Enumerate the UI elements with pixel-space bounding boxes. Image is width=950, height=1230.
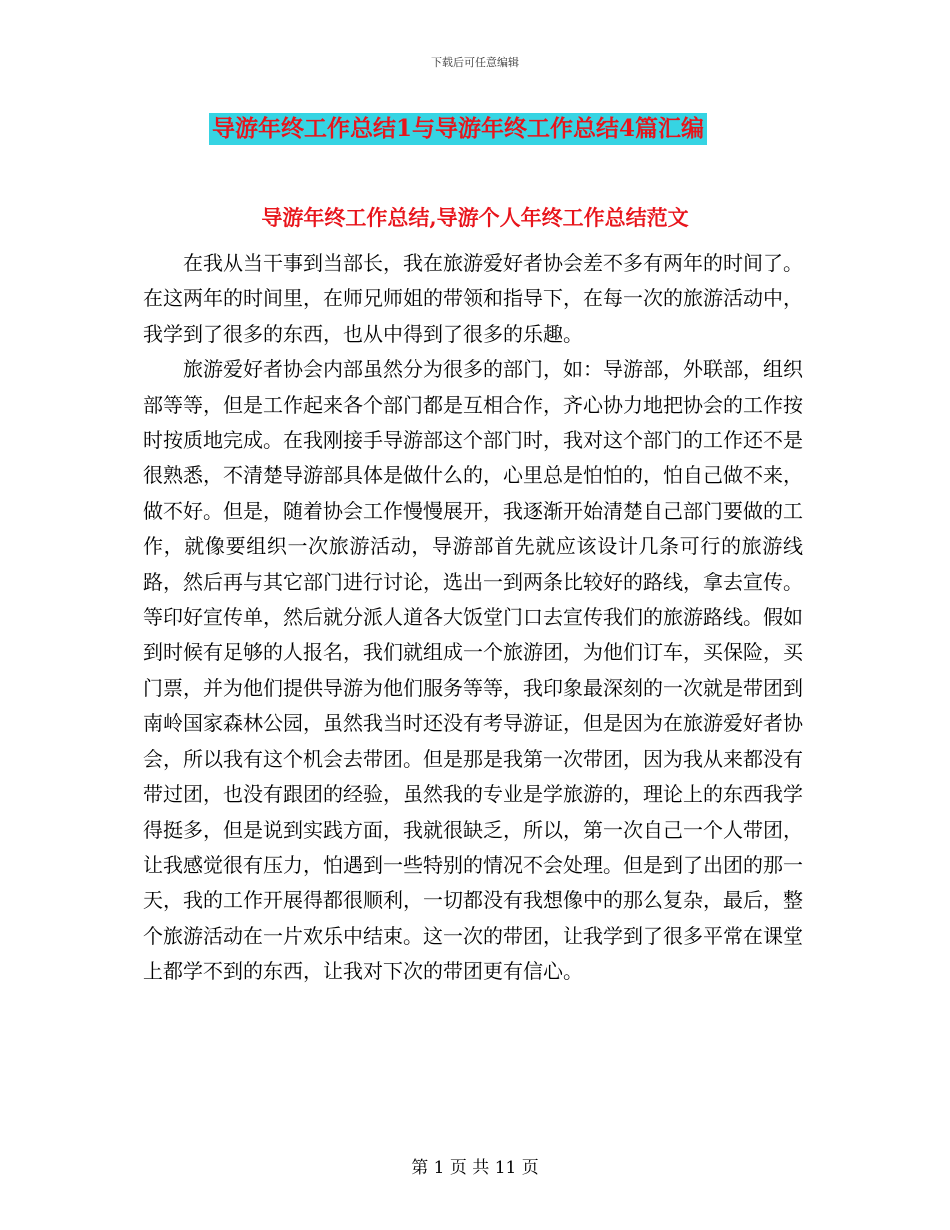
paragraph: 在我从当干事到当部长，我在旅游爱好者协会差不多有两年的时间了。在这两年的时间里，在师兄师姐的带领和指导下，在每一次的旅游活动中，我学到了很多的东西，也从中得到了很多的乐趣。 [143, 251, 803, 346]
document-body [143, 246, 803, 990]
document-subtitle: 导游年终工作总结,导游个人年终工作总结范文 [261, 205, 689, 230]
header-note: 下载后可任意编辑 [431, 56, 519, 69]
paragraph: 旅游爱好者协会内部虽然分为很多的部门，如：导游部，外联部，组织部等等，但是工作起来各个部门都是互相合作，齐心协力地把协会的工作按时按质地完成。在我刚接手导游部这个部门时，我对这个部门的工作还不是很熟悉，不清楚导游部具体是做什么的，心里总是怕怕的，怕自己做不来，做不好。但是，随着协会工作慢慢展开，我逐渐开始清楚自己部门要做的工作，就像要组织一次旅游活动，导游部首先就应该设计几条可行的旅游线路，然后再与其它部门进行讨论，选出一到两条比较好的路线，拿去宣传。等印好宣传单，然后就分派人道各大饭堂门口去宣传我们的旅游路线。假如到时候有足够的人报名，我们就组成一个旅游团，为他们订车，买保险，买门票，并为他们提供导游为他们服务等等，我印象最深刻的一次就是带团到南岭国家森林公园，虽然我当时还没有考导游证，但是因为在旅游爱好者协会，所以我有这个机会去带团。但是那是我第一次带团，因为我从来都没有带过团，也没有跟团的经验，虽然我的专业是学旅游的，理论上的东西我学得挺多，但是说到实践方面，我就很缺乏，所以，第一次自己一个人带团，让我感觉很有压力，怕遇到一些特别的情况不会处理。但是到了出团的那一天，我的工作开展得都很顺利，一切都没有我想像中的那么复杂，最后，整个旅游活动在一片欢乐中结束。这一次的带团，让我学到了很多平常在课堂上都学不到的东西，让我对下次的带团更有信心。 [143, 357, 803, 984]
document-title: 导游年终工作总结1与导游年终工作总结4篇汇编 [209, 113, 707, 145]
page-number: 第 1 页 共 11 页 [411, 1158, 539, 1178]
